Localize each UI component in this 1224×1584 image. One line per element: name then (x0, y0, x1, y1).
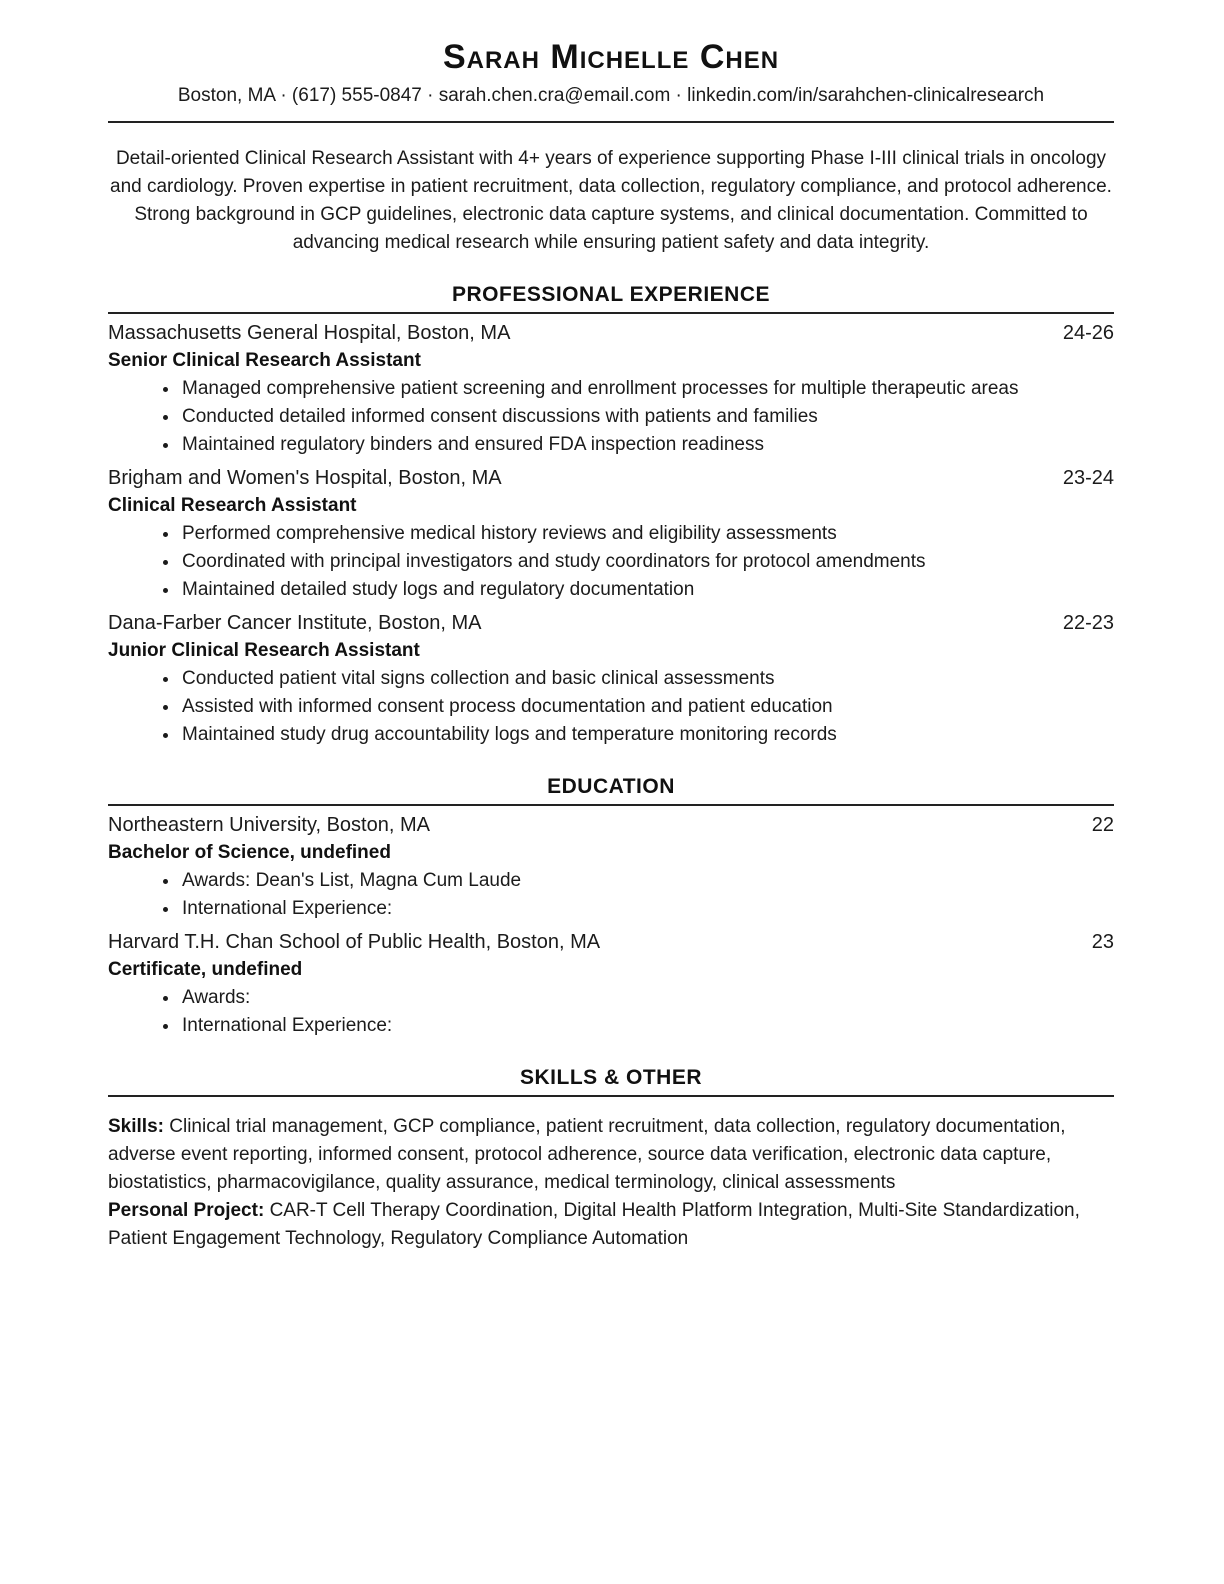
entry-dates: 24-26 (1062, 322, 1114, 345)
entry-title: Junior Clinical Research Assistant (108, 640, 420, 662)
resume-header (108, 36, 1114, 109)
skills-block (108, 1113, 1114, 1253)
bullet-item: • Coordinated with principal investigators and study coordinators for protocol amendments (180, 548, 1114, 576)
entry-head (108, 811, 1114, 839)
entry-head (108, 928, 1114, 956)
entry-title: Clinical Research Assistant (108, 495, 357, 517)
bullet-item: • Conducted patient vital signs collection and basic clinical assessments (180, 665, 1114, 693)
bullet-item: • Maintained detailed study logs and regulatory documentation (180, 576, 1114, 604)
education-heading: EDUCATION (108, 775, 1114, 806)
bullet-item: • Managed comprehensive patient screening and enrollment processes for multiple therapeutic areas (180, 375, 1114, 403)
skills-line (108, 1113, 1114, 1197)
personal-project-text: CAR-T Cell Therapy Coordination, Digital Health Platform Integration, Multi-Site Standardization, Patient Engagement Technology, Regulatory Compliance Automation (108, 1200, 1080, 1250)
skills-heading: SKILLS & OTHER (108, 1066, 1114, 1097)
bullet-item: • Assisted with informed consent process documentation and patient education (180, 693, 1114, 721)
skills-text: Clinical trial management, GCP compliance, patient recruitment, data collection, regulatory documentation, adverse event reporting, informed consent, protocol adherence, source data verification, electronic data capture, biostatistics, pharmacovigilance, quality assurance, medical terminology, clinical assessments (108, 1116, 1066, 1194)
entry-dates: 23-24 (1062, 467, 1114, 490)
entry-organization: Brigham and Women's Hospital, Boston, MA (108, 467, 502, 490)
skills-label: Skills: (108, 1116, 164, 1138)
entry-organization: Harvard T.H. Chan School of Public Health, Boston, MA (108, 931, 601, 954)
bullet-item: • Maintained study drug accountability logs and temperature monitoring records (180, 721, 1114, 749)
entry-bullets (108, 984, 1114, 1040)
entry-bullets (108, 375, 1114, 459)
section-skills (108, 1066, 1114, 1253)
entry-title: Senior Clinical Research Assistant (108, 350, 421, 372)
entry-organization: Massachusetts General Hospital, Boston, MA (108, 322, 511, 345)
section-experience (108, 283, 1114, 749)
summary-paragraph: Detail-oriented Clinical Research Assistant with 4+ years of experience supporting Phase I-III clinical trials in oncology and cardiology. Proven expertise in patient recruitment, data collection, regulatory compliance, and protocol adherence. Strong background in GCP guidelines, electronic data capture systems, and clinical documentation. Committed to advancing medical research while ensuring patient safety and data integrity. (110, 148, 1112, 254)
bullet-item: • Conducted detailed informed consent discussions with patients and families (180, 403, 1114, 431)
entry-organization: Dana-Farber Cancer Institute, Boston, MA (108, 612, 482, 635)
personal-project-label: Personal Project: (108, 1200, 265, 1222)
entry-bullets (108, 665, 1114, 749)
bullet-item: • Maintained regulatory binders and ensured FDA inspection readiness (180, 431, 1114, 459)
bullet-item: • Awards: (180, 984, 1114, 1012)
entry-head (108, 464, 1114, 492)
resume-name: Sarah Michelle Chen (442, 38, 780, 76)
entry-dates: 22-23 (1062, 612, 1114, 635)
section-education (108, 775, 1114, 1040)
experience-heading: PROFESSIONAL EXPERIENCE (108, 283, 1114, 314)
entry-head (108, 609, 1114, 637)
entry-degree: Bachelor of Science, undefined (108, 842, 391, 864)
personal-project-line (108, 1197, 1114, 1253)
entry-dates: 22 (1091, 814, 1114, 837)
experience-entry (108, 319, 1114, 459)
entry-degree: Certificate, undefined (108, 959, 303, 981)
entry-head (108, 319, 1114, 347)
education-entry (108, 811, 1114, 923)
entry-bullets (108, 520, 1114, 604)
bullet-item: • International Experience: (180, 895, 1114, 923)
entry-organization: Northeastern University, Boston, MA (108, 814, 430, 837)
bullet-item: • Awards: Dean's List, Magna Cum Laude (180, 867, 1114, 895)
contact-line: Boston, MA · (617) 555-0847 · sarah.chen.cra@email.com · linkedin.com/in/sarahchen-clinicalresearch (177, 84, 1045, 106)
bullet-item: • Performed comprehensive medical history reviews and eligibility assessments (180, 520, 1114, 548)
entry-dates: 23 (1091, 931, 1114, 954)
bullet-item: • International Experience: (180, 1012, 1114, 1040)
header-divider (108, 121, 1114, 123)
entry-bullets (108, 867, 1114, 923)
experience-entry (108, 609, 1114, 749)
experience-entry (108, 464, 1114, 604)
education-entry (108, 928, 1114, 1040)
